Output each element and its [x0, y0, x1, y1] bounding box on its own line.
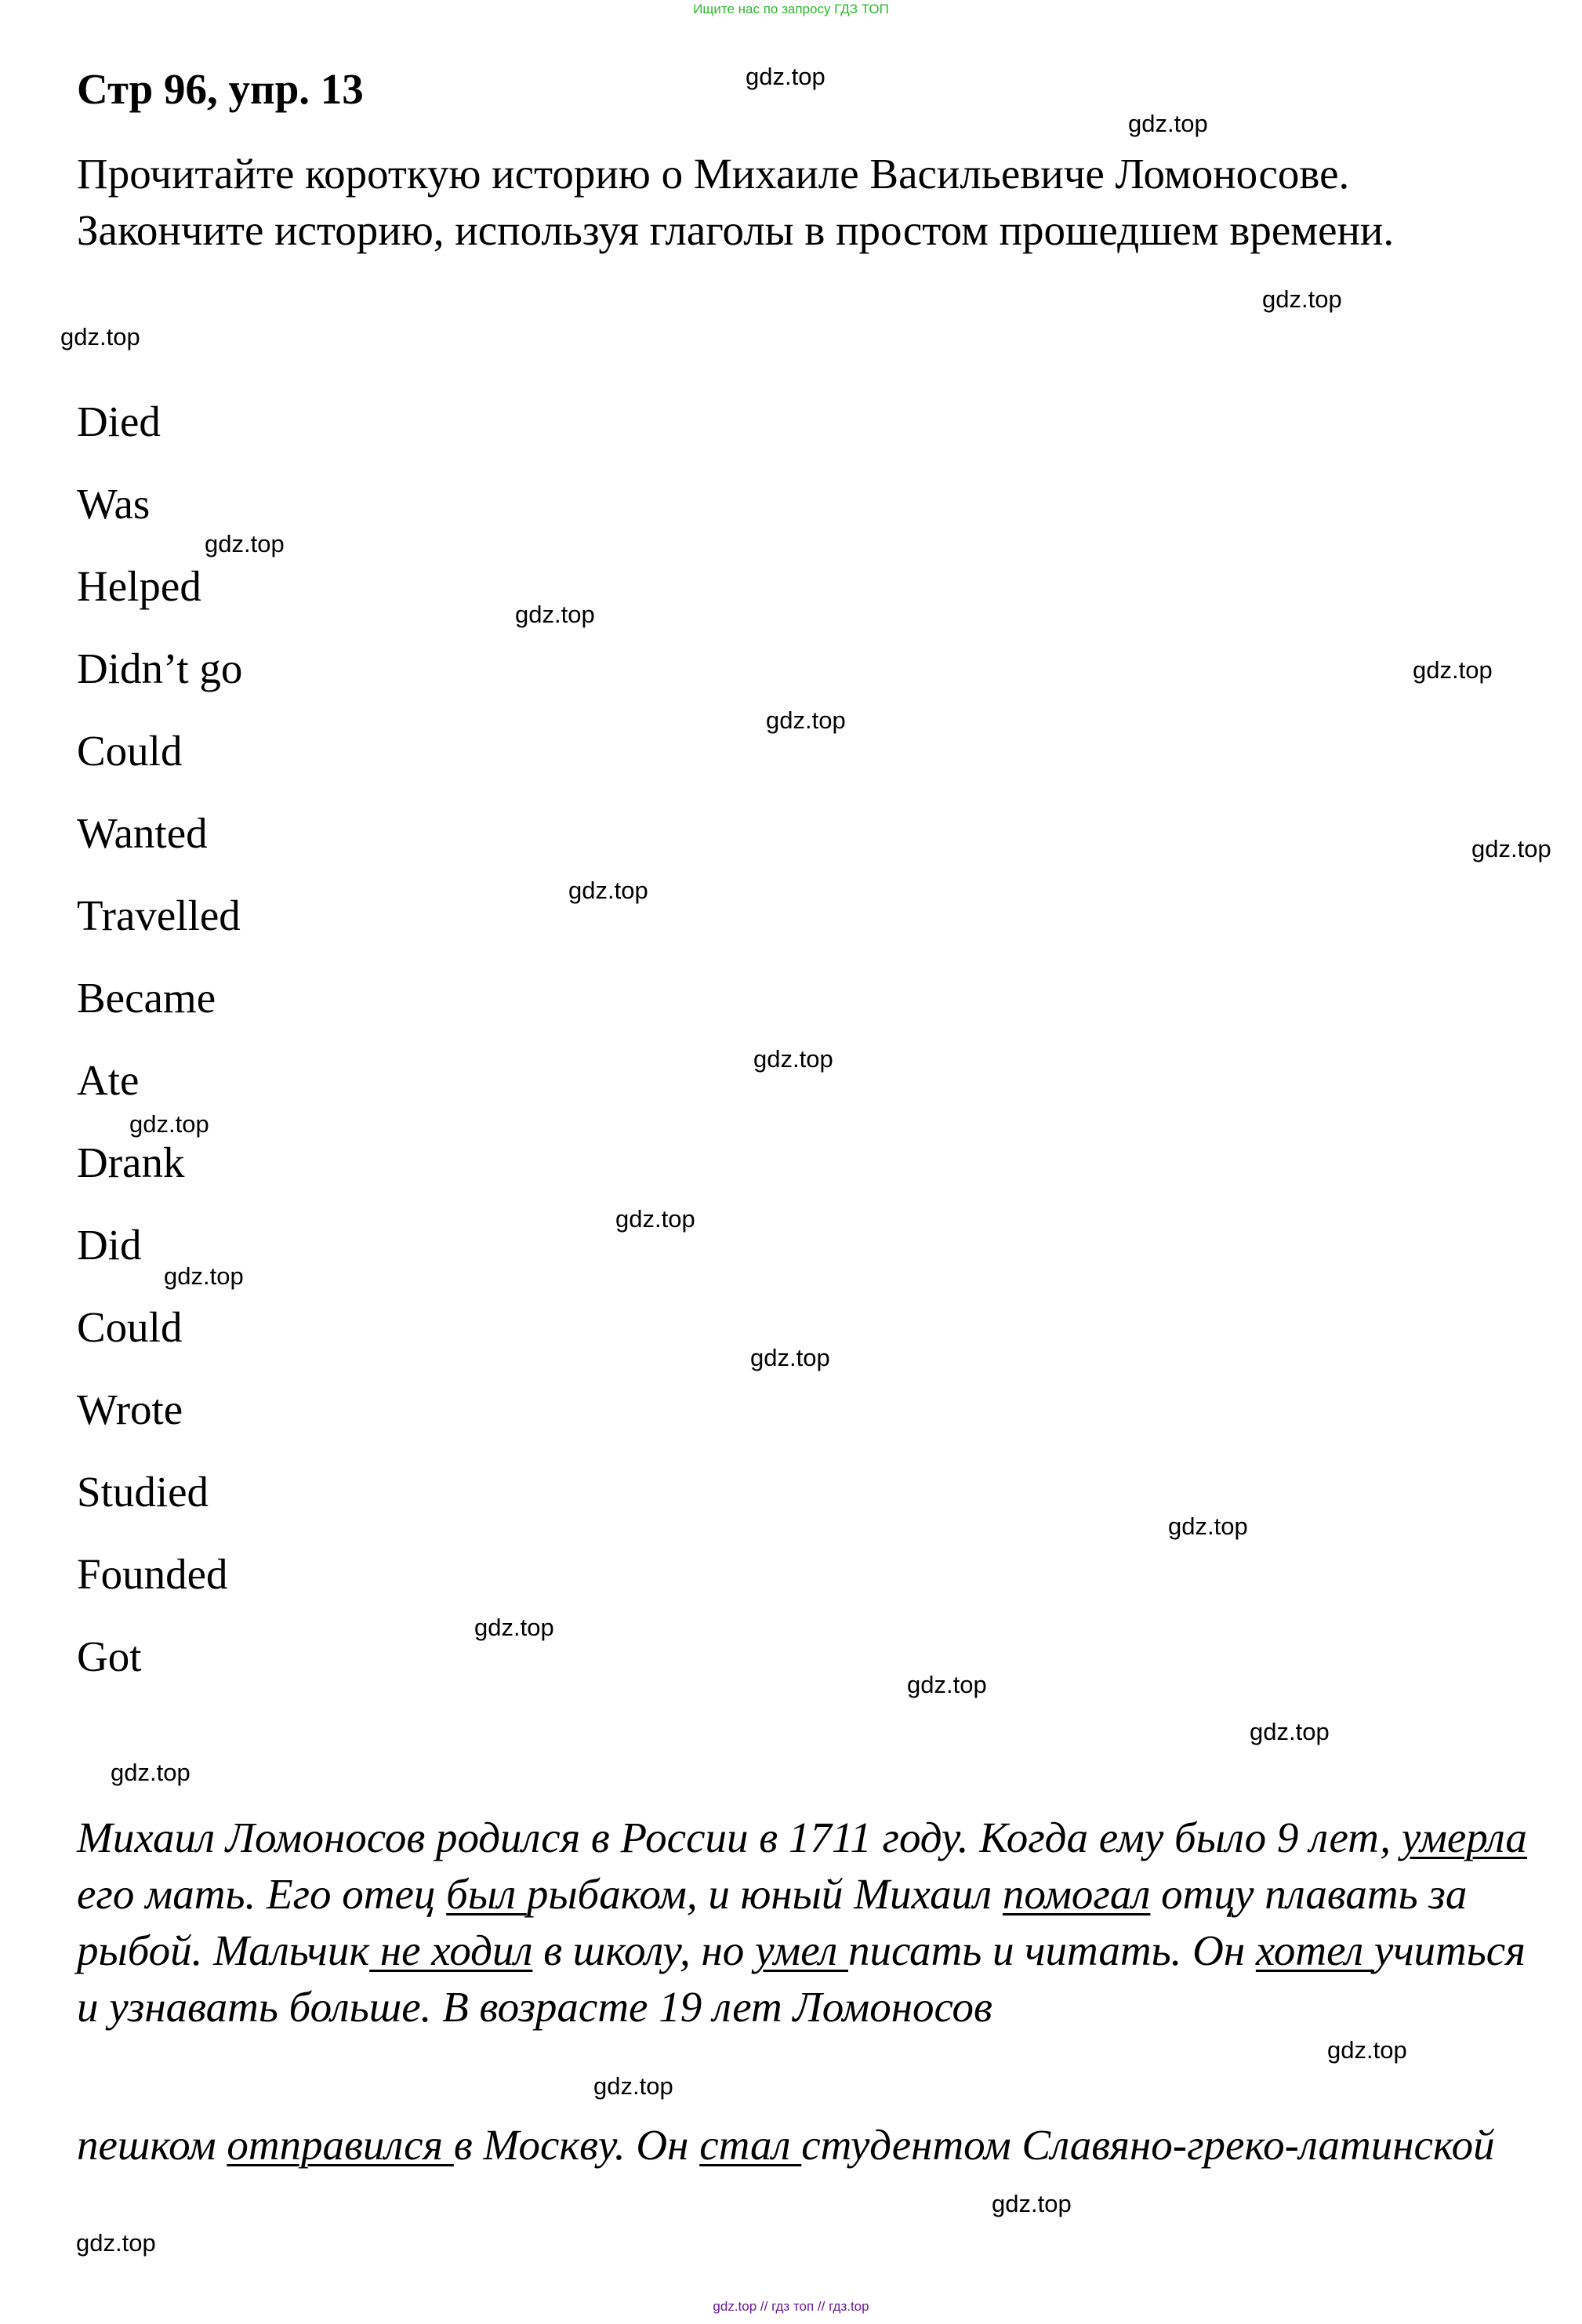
watermark: gdz.top [515, 601, 595, 628]
verb-item: Didn’t go [77, 645, 243, 692]
watermark: gdz.top [746, 63, 825, 90]
watermark: gdz.top [474, 1614, 554, 1641]
watermark: gdz.top [1250, 1718, 1330, 1745]
watermark: gdz.top [753, 1045, 833, 1073]
answer-underline: не ходил [369, 1926, 533, 1974]
watermark: gdz.top [1327, 2036, 1407, 2064]
watermark: gdz.top [615, 1205, 695, 1233]
footer-note: gdz.top // гдз топ // гдз.top [713, 2299, 869, 2314]
verb-item: Drank [77, 1138, 185, 1186]
watermark: gdz.top [111, 1759, 190, 1786]
watermark: gdz.top [129, 1110, 209, 1138]
verb-item: Died [77, 398, 161, 445]
watermark: gdz.top [1128, 110, 1208, 137]
watermark: gdz.top [205, 530, 285, 557]
watermark: gdz.top [1262, 285, 1342, 313]
watermark: gdz.top [76, 2229, 156, 2257]
verb-item: Ate [77, 1056, 140, 1104]
verb-item: Got [77, 1632, 142, 1680]
instruction-text: Прочитайте короткую историю о Михаиле Васильевиче Ломоносове. Закончите историю, используя глаголы в простом прошедшем времени. [77, 150, 1395, 254]
answer-underline: умерла [1401, 1814, 1527, 1861]
watermark: gdz.top [60, 323, 140, 350]
watermark: gdz.top [593, 2072, 673, 2100]
watermark: gdz.top [766, 706, 846, 734]
watermark: gdz.top [1413, 656, 1493, 684]
page-title: Стр 96, упр. 13 [77, 65, 364, 113]
answer-underline: хотел [1255, 1926, 1374, 1974]
watermark: gdz.top [164, 1262, 244, 1290]
answer-underline: умел [755, 1926, 848, 1974]
watermark: gdz.top [992, 2190, 1072, 2217]
verb-item: Studied [77, 1468, 209, 1516]
top-note: Ищите нас по запросу ГДЗ ТОП [693, 2, 889, 16]
verb-item: Could [77, 727, 183, 775]
verb-item: Could [77, 1303, 183, 1351]
answer-underline: был [446, 1870, 527, 1918]
answer-underline: помогал [1002, 1870, 1151, 1918]
verb-item: Wanted [77, 809, 208, 857]
watermark: gdz.top [907, 1671, 987, 1698]
story-paragraph-2: пешком отправился в Москву. Он стал студентом Славяно-греко-латинской [77, 2121, 1495, 2169]
verb-item: Helped [77, 562, 201, 610]
answer-underline: стал [699, 2121, 802, 2169]
verb-item: Became [77, 974, 216, 1022]
verb-item: Travelled [77, 891, 241, 939]
watermark: gdz.top [750, 1344, 830, 1371]
story-paragraph-1: Михаил Ломоносов родился в России в 1711 году. Когда ему было 9 лет, умерла его мать. Его отец был рыбаком, и юный Михаил помогал отцу плавать за рыбой. Мальчик не ходил в школу, но умел писать и читать. Он хотел учиться и узнавать больше. В возрасте 19 лет Ломоносов [77, 1814, 1527, 2031]
watermark: gdz.top [1168, 1512, 1248, 1540]
answer-underline: отправился [227, 2121, 454, 2169]
verb-item: Did [77, 1221, 142, 1269]
watermark: gdz.top [1471, 835, 1551, 862]
verb-item: Founded [77, 1550, 228, 1598]
watermark: gdz.top [568, 877, 648, 904]
verb-item: Was [77, 480, 151, 528]
verb-item: Wrote [77, 1385, 183, 1433]
